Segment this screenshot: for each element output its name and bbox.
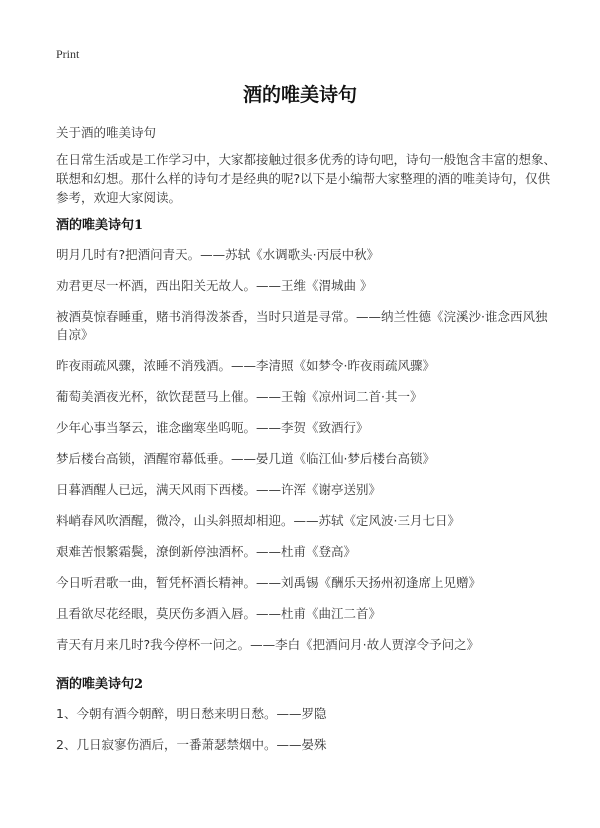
poem-line: 少年心事当拏云，谁念幽寒坐呜呃。——李贺《致酒行》 <box>56 420 369 435</box>
poem-line: 2、几日寂寥伤酒后，一番萧瑟禁烟中。——晏殊 <box>56 737 327 752</box>
poem-section-1 <box>56 214 556 667</box>
section-heading: 酒的唯美诗句2 <box>56 677 144 692</box>
poem-line: 料峭春风吹酒醒，微冷，山头斜照却相迎。——苏轼《定风波·三月七日》 <box>56 513 460 528</box>
poem-line: 被酒莫惊春睡重，赌书消得泼茶香，当时只道是寻常。——纳兰性德《浣溪沙·谁念西风独自凉》 <box>56 309 548 342</box>
poem-line: 明月几时有?把酒问青天。——苏轼《水调歌头·丙辰中秋》 <box>56 247 380 262</box>
page-title: 酒的唯美诗句 <box>242 84 357 106</box>
poem-line: 青天有月来几时?我今停杯一问之。——李白《把酒问月·故人贾淳令予问之》 <box>56 637 480 652</box>
poem-line: 艰难苦恨繁霜鬓，潦倒新停浊酒杯。——杜甫《登高》 <box>56 544 357 559</box>
poem-line: 梦后楼台高锁，酒醒帘幕低垂。——晏几道《临江仙·梦后楼台高锁》 <box>56 451 435 466</box>
section-heading: 酒的唯美诗句1 <box>56 218 144 233</box>
poem-line: 昨夜雨疏风骤，浓睡不消残酒。——李清照《如梦令·昨夜雨疏风骤》 <box>56 358 435 373</box>
poem-line: 今日听君歌一曲，暂凭杯酒长精神。——刘禹锡《酬乐天扬州初逢席上见赠》 <box>56 575 482 590</box>
page-subtitle: 关于酒的唯美诗句 <box>56 125 157 140</box>
intro-paragraph: 在日常生活或是工作学习中，大家都接触过很多优秀的诗句吧，诗句一般饱含丰富的想象、联想和幻想。那什么样的诗句才是经典的呢?以下是小编帮大家整理的酒的唯美诗句，仅供参考，欢迎大家阅读。 <box>56 152 557 205</box>
poem-line: 日暮酒醒人已远，满天风雨下西楼。——许浑《谢亭送别》 <box>56 482 382 497</box>
poem-line: 1、今朝有酒今朝醉，明日愁来明日愁。——罗隐 <box>56 706 327 721</box>
poem-line: 劝君更尽一杯酒，西出阳关无故人。——王维《渭城曲 》 <box>56 278 373 293</box>
print-link[interactable]: Print <box>56 47 80 61</box>
poem-section-2 <box>56 673 556 767</box>
poem-line: 且看欲尽花经眼，莫厌伤多酒入唇。——杜甫《曲江二首》 <box>56 606 382 621</box>
poem-line: 葡萄美酒夜光杯，欲饮琵琶马上催。——王翰《凉州词二首·其一》 <box>56 389 423 404</box>
